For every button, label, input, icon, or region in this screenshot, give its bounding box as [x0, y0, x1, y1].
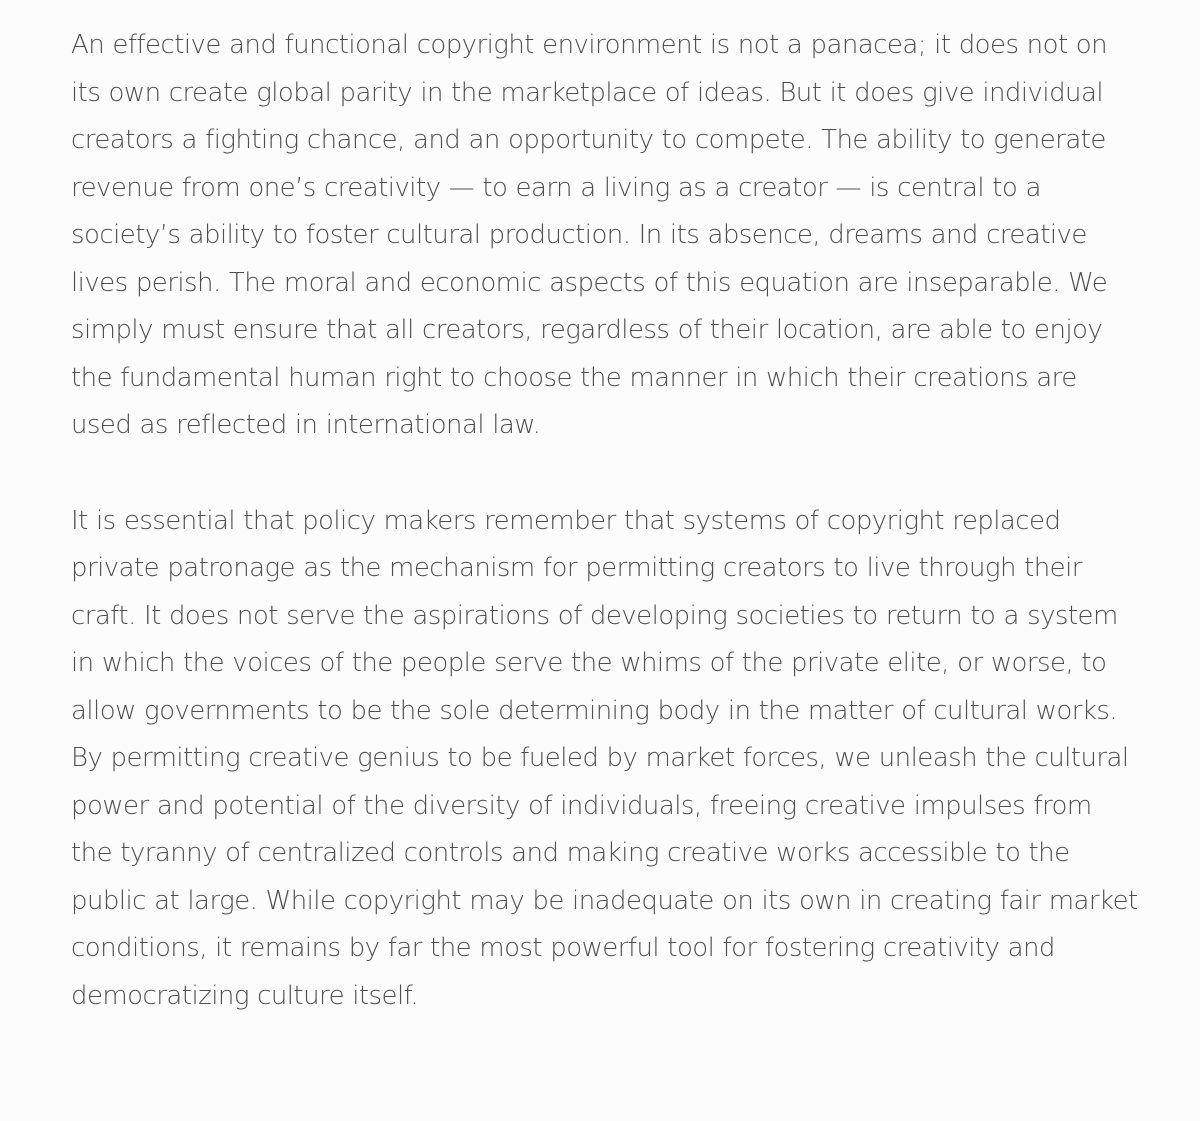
article-paragraph-copyright-environment: An effective and functional copyright environment is not a panacea; it does not on its own create global parity in the marketplace of ideas. But it does give individual creators a fighting chance, and an opportunity to compete. The ability to generate revenue from one’s creativity — to earn a living as a creator — is central to a society’s ability to foster cultural production. In its absence, dreams and creative lives perish. The moral and economic aspects of this equation are inseparable. We simply must ensure that all creators, regardless of their location, are able to enjoy the fundamental human right to choose the manner in which their creations are used as reflected in international law. [71, 30, 1108, 440]
article-paragraph-policy-makers: It is essential that policy makers remember that systems of copyright replaced private patronage as the mechanism for permitting creators to live through their craft. It does not serve the aspirations of developing societies to return to a system in which the voices of the people serve the whims of the private elite, or worse, to allow governments to be the sole determining body in the matter of cultural works. By permitting creative genius to be fueled by market forces, we unleash the cultural power and potential of the diversity of individuals, freeing creative impulses from the tyranny of centralized controls and making creative works accessible to the public at large. While copyright may be inadequate on its own in creating fair market conditions, it remains by far the most powerful tool for fostering creativity and democratizing culture itself. [71, 505, 1138, 1011]
